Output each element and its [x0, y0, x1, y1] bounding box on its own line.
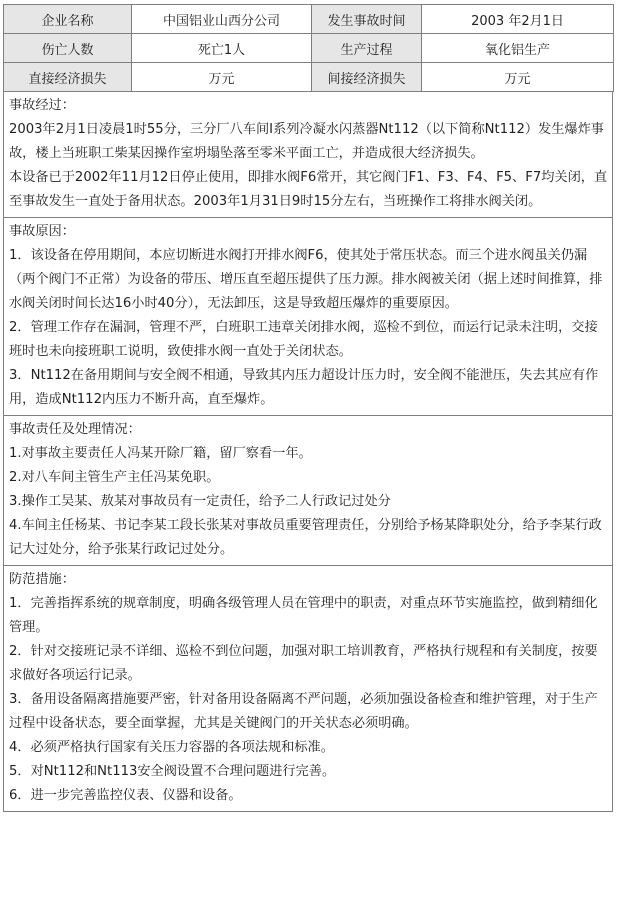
- paragraph: 5．对Nt112和Nt113安全阀设置不合理问题进行完善。: [9, 764, 336, 779]
- accident-process-section: [3, 92, 613, 218]
- indirect-loss-label: 间接经济损失: [312, 63, 422, 92]
- casualties-label: 伤亡人数: [4, 34, 132, 63]
- company-name-label: 企业名称: [4, 5, 132, 34]
- responsibility-section: [3, 416, 613, 566]
- paragraph: 本设备已于2002年11月12日停止使用，即排水阀F6常开，其它阀门F1、F3、F4、F5、F7均关闭，直至事故发生一直处于备用状态。2003年1月31日9时15分左右，当班操作工将排水阀关闭。: [9, 170, 608, 209]
- section-title: 事故责任及处理情况：: [9, 422, 141, 437]
- paragraph: 1．该设备在停用期间，本应切断进水阀打开排水阀F6，使其处于常压状态。而三个进水阀虽关仍漏（两个阀门不正常）为设备的带压、增压直至超压提供了压力源。排水阀被关闭（据上述时间推算，排水阀关闭时间长达16小时40分），无法卸压，这是导致超压爆炸的重要原因。: [9, 248, 603, 311]
- paragraph: 6．进一步完善监控仪表、仪器和设备。: [9, 788, 242, 803]
- accident-time-label: 发生事故时间: [312, 5, 422, 34]
- production-process-label: 生产过程: [312, 34, 422, 63]
- accident-cause-section: [3, 218, 613, 416]
- accident-report: [3, 4, 613, 812]
- section-title: 事故经过：: [9, 98, 75, 113]
- section-title: 事故原因：: [9, 224, 75, 239]
- paragraph: 3．备用设备隔离措施要严密，针对备用设备隔离不严问题，必须加强设备检查和维护管理，对于生产过程中设备状态，要全面掌握，尤其是关键阀门的开关状态必须明确。: [9, 692, 598, 731]
- direct-loss-label: 直接经济损失: [4, 63, 132, 92]
- prevention-section: [3, 566, 613, 812]
- indirect-loss-value: 万元: [422, 63, 614, 92]
- paragraph: 3.操作工吴某、敖某对事故员有一定责任，给予二人行政记过处分: [9, 494, 391, 509]
- paragraph: 4．必须严格执行国家有关压力容器的各项法规和标准。: [9, 740, 334, 755]
- paragraph: 2003年2月1日凌晨1时55分，三分厂八车间I系列冷凝水闪蒸器Nt112（以下简称Nt112）发生爆炸事故，楼上当班职工柴某因操作室坍塌坠落至零米平面工亡，并造成很大经济损失。: [9, 122, 604, 161]
- table-row: [4, 63, 614, 92]
- table-row: [4, 5, 614, 34]
- casualties-value: 死亡1人: [132, 34, 312, 63]
- paragraph: 3．Nt112在备用期间与安全阀不相通，导致其内压力超设计压力时，安全阀不能泄压，失去其应有作用，造成Nt112内压力不断升高，直至爆炸。: [9, 368, 599, 407]
- production-process-value: 氧化铝生产: [422, 34, 614, 63]
- paragraph: 2．管理工作存在漏洞，管理不严，白班职工违章关闭排水阀，巡检不到位，而运行记录未注明，交接班时也未向接班职工说明，致使排水阀一直处于关闭状态。: [9, 320, 598, 359]
- paragraph: 1．完善指挥系统的规章制度，明确各级管理人员在管理中的职责，对重点环节实施监控，做到精细化管理。: [9, 596, 598, 635]
- accident-time-value: 2003 年2月1日: [422, 5, 614, 34]
- direct-loss-value: 万元: [132, 63, 312, 92]
- paragraph: 1.对事故主要责任人冯某开除厂籍，留厂察看一年。: [9, 446, 312, 461]
- section-title: 防范措施：: [9, 572, 75, 587]
- paragraph: 4.车间主任杨某、书记李某工段长张某对事故员重要管理责任，分别给予杨某降职处分，给予李某行政记大过处分，给予张某行政记过处分。: [9, 518, 602, 557]
- paragraph: 2．针对交接班记录不详细、巡检不到位问题，加强对职工培训教育，严格执行规程和有关制度，按要求做好各项运行记录。: [9, 644, 598, 683]
- company-name-value: 中国铝业山西分公司: [132, 5, 312, 34]
- table-row: [4, 34, 614, 63]
- paragraph: 2.对八车间主管生产主任冯某免职。: [9, 470, 220, 485]
- summary-table: [3, 4, 614, 92]
